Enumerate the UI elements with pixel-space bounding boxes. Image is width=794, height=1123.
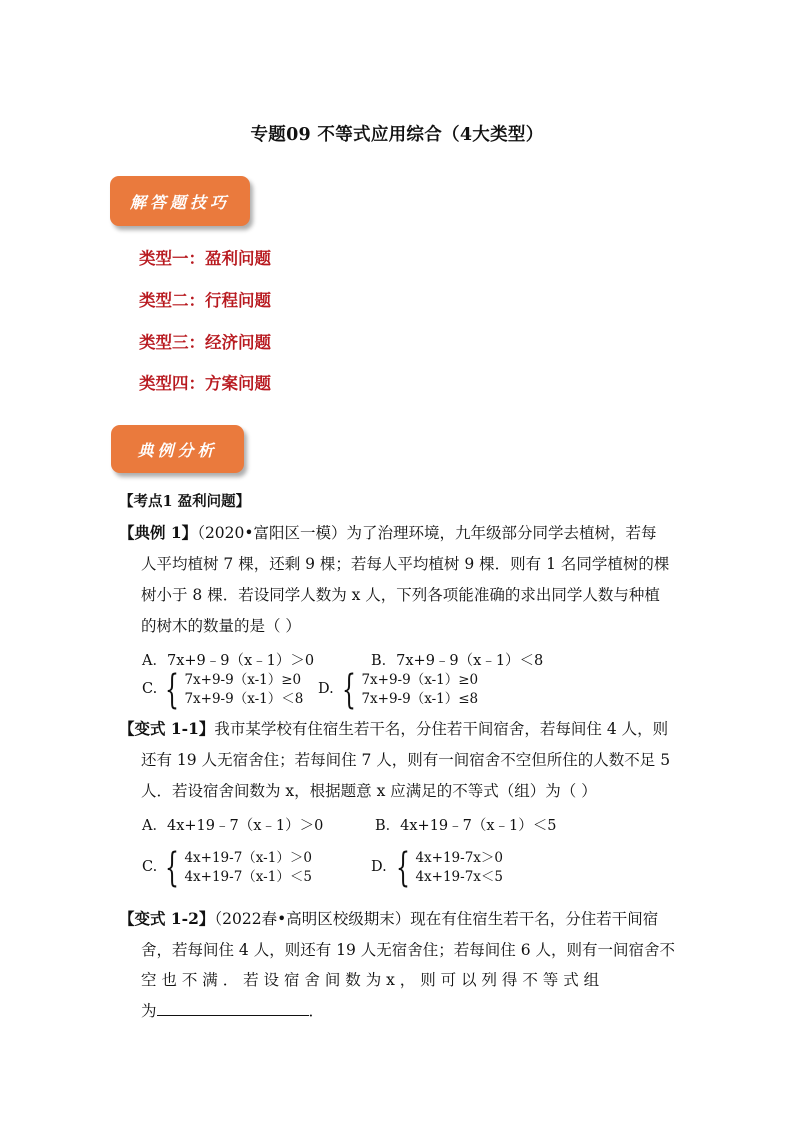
kaodian-heading: 【考点1 盈利问题】 [119,493,251,510]
example-1-option-c-ineq-1: 7x+9-9（x-1）≥0 [184,672,302,688]
example-1-option-d-ineq-1: 7x+9-9（x-1）≥0 [361,672,479,688]
brace-icon: { [396,845,410,891]
example-1-line-3: 树小于 8 棵．若设同学人数为 x 人，下列各项能准确的求出同学人数与种植 [141,586,660,604]
variant-1-1-option-c-label: C. [142,859,158,875]
variant-1-1-option-c-system [165,845,312,891]
variant-1-1-option-c-ineq-1: 4x+19-7（x-1）＞0 [184,850,312,866]
variant-1-1-line-2: 还有 19 人无宿舍住；若每间住 7 人，则有一间宿舍不空但所住的人数不足 5 [141,751,671,769]
variant-1-2-line-4 [141,1001,324,1021]
variant-1-2-line-2: 舍，若每间住 4 人，则还有 19 人无宿舍住；若每间住 6 人，则有一间宿舍不 [141,941,676,959]
variant-1-1-label: 【变式 1-1】 [119,719,215,738]
example-1-option-b: B．7x+9﹣9（x﹣1）＜8 [371,653,544,669]
example-1-line-1 [119,523,657,543]
example-1-option-c-label: C. [142,681,158,697]
variant-1-2-line-3: 空 也 不 满 ． 若 设 宿 舍 间 数 为 x ， 则 可 以 列 得 不 等 式 组 [141,971,600,989]
example-1-text-1: （2020•富阳区一模）为了治理环境，九年级部分同学去植树，若每 [197,524,657,542]
variant-1-1-option-d-ineq-1: 4x+19-7x＞0 [415,850,503,866]
example-1-option-d-label: D. [318,681,334,697]
variant-1-2-text-4-prefix: 为 [141,1002,157,1020]
example-1-label: 【典例 1】 [119,523,198,542]
type-item-2: 类型二：行程问题 [139,291,271,310]
variant-1-2-text-1: （2022春•高明区校级期末）现在有住宿生若干名，分住若干间宿 [214,910,659,928]
example-1-option-d-ineq-2: 7x+9-9（x-1）≤8 [361,691,479,707]
section-badge-tips: 解答题技巧 [110,176,250,226]
brace-icon: { [165,845,179,891]
variant-1-1-option-c-ineq-2: 4x+19-7（x-1）＜5 [184,869,312,885]
variant-1-1-line-3: 人．若设宿舍间数为 x，根据题意 x 应满足的不等式（组）为（ ） [141,782,597,800]
variant-1-1-option-d-ineq-2: 4x+19-7x＜5 [415,869,503,885]
example-1-line-2: 人平均植树 7 棵，还剩 9 棵；若每人平均植树 9 棵．则有 1 名同学植树的棵 [141,555,670,573]
answer-blank[interactable] [157,1001,309,1016]
example-1-option-d-system [342,667,479,713]
brace-icon: { [342,667,356,713]
type-item-3: 类型三：经济问题 [139,333,271,352]
type-item-1: 类型一：盈利问题 [139,249,271,268]
type-item-4: 类型四：方案问题 [139,374,271,393]
variant-1-1-option-d-system [396,845,503,891]
variant-1-2-text-4-suffix: ． [308,1002,325,1020]
variant-1-1-option-d-label: D. [371,859,387,875]
variant-1-1-text-1: 我市某学校有住宿生若干名，分住若干间宿舍，若每间住 4 人，则 [214,720,669,738]
variant-1-1-option-a: A．4x+19﹣7（x﹣1）＞0 [142,818,324,834]
brace-icon: { [165,667,179,713]
variant-1-1-line-1 [119,719,668,739]
example-1-option-c-ineq-2: 7x+9-9（x-1）＜8 [184,691,304,707]
example-1-line-4: 的树木的数量的是（ ） [141,617,301,635]
page-title: 专题09 不等式应用综合（4大类型） [250,125,544,145]
section-badge-examples: 典例分析 [111,425,244,473]
variant-1-2-line-1 [119,909,658,929]
variant-1-1-option-b: B．4x+19﹣7（x﹣1）＜5 [375,818,557,834]
example-1-option-a: A．7x+9﹣9（x﹣1）＞0 [142,653,315,669]
example-1-option-c-system [165,667,304,713]
variant-1-2-label: 【变式 1-2】 [119,909,215,928]
